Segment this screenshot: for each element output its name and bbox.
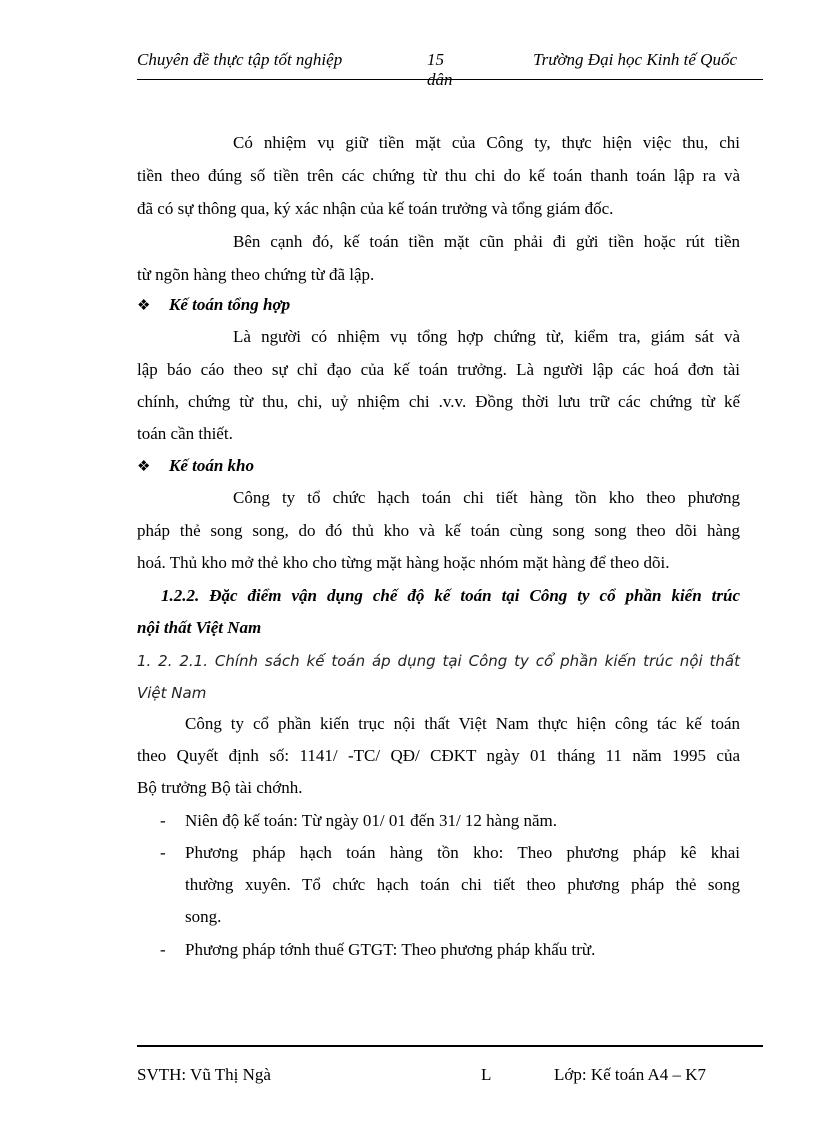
paragraph-line: Là người có nhiệm vụ tổng hợp chứng từ, kiểm tra, giám sát và [233, 327, 740, 346]
paragraph-line: Bên cạnh đó, kế toán tiền mặt cũn phải đi gửi tiền hoặc rút tiền [233, 232, 740, 251]
paragraph-line: Công ty cổ phần kiến trục nội thất Việt Nam thực hiện công tác kế toán [185, 714, 740, 733]
subheading-text: Kế toán tổng hợp [169, 295, 291, 314]
subheading-tong-hop [137, 294, 290, 317]
page-number [427, 50, 453, 90]
paragraph-line: hoá. Thủ kho mở thẻ kho cho từng mặt hàng hoặc nhóm mặt hàng để theo dõi. [137, 553, 670, 572]
list-dash: - [160, 843, 166, 862]
footer-class: Lớp: Kế toán A4 – K7 [554, 1065, 707, 1084]
paragraph-line: tiền theo đúng số tiền trên các chứng từ thu chi do kế toán thanh toán lập ra và [137, 166, 740, 185]
list-item-cont: song. [185, 907, 222, 926]
paragraph-line: toán cần thiết. [137, 424, 233, 443]
list-item: Niên độ kế toán: Từ ngày 01/ 01 đến 31/ 12 hàng năm. [185, 811, 557, 830]
page-number-value: 15 [427, 50, 444, 69]
subheading-text: Kế toán kho [169, 456, 255, 475]
list-dash: - [160, 940, 166, 959]
list-item: Phương pháp tớnh thuế GTGT: Theo phương pháp khấu trừ. [185, 940, 596, 959]
paragraph-line: lập báo cáo theo sự chỉ đạo của kế toán trưởng. Là người lập các hoá đơn tài [137, 360, 740, 379]
header-right-continuation: dân [427, 70, 453, 89]
section-heading-1-2-2-1-cont: Việt Nam [137, 684, 207, 702]
list-item: Phương pháp hạch toán hàng tồn kho: Theo phương pháp kê khai [185, 843, 740, 862]
subheading-kho [137, 455, 254, 478]
paragraph-line: Có nhiệm vụ giữ tiền mặt của Công ty, thực hiện việc thu, chi [233, 133, 740, 152]
diamond-bullet-icon: ❖ [137, 459, 151, 475]
footer-student: SVTH: Vũ Thị Ngà [137, 1065, 271, 1084]
section-heading-1-2-2-1: 1. 2. 2.1. Chính sách kế toán áp dụng tại Công ty cổ phần kiến trúc nội thất [137, 652, 740, 670]
section-heading-1-2-2-cont: nội thất Việt Nam [137, 618, 262, 637]
paragraph-line: Công ty tổ chức hạch toán chi tiết hàng tồn kho theo phương [233, 488, 740, 507]
paragraph-line: từ ngõn hàng theo chứng từ đã lập. [137, 265, 375, 284]
paragraph-line: chính, chứng từ thu, chi, uỷ nhiệm chi .v.v. Đồng thời lưu trữ các chứng từ kế [137, 392, 740, 411]
paragraph-line: pháp thẻ song song, do đó thủ kho và kế toán cùng song song theo dõi hàng [137, 521, 740, 540]
diamond-bullet-icon: ❖ [137, 298, 151, 314]
header-rule [137, 79, 763, 80]
paragraph-line: đã có sự thông qua, ký xác nhận của kế toán trưởng và tổng giám đốc. [137, 199, 614, 218]
header-right-title: Trường Đại học Kinh tế Quốc [533, 50, 737, 69]
footer-middle: L [481, 1065, 492, 1084]
header-left-title: Chuyên đề thực tập tốt nghiệp [137, 50, 343, 69]
list-dash: - [160, 811, 166, 830]
section-heading-1-2-2: 1.2.2. Đặc điểm vận dụng chế độ kế toán tại Công ty cổ phần kiến trúc [161, 586, 740, 605]
list-item-cont: thường xuyên. Tổ chức hạch toán chi tiết theo phương pháp thẻ song [185, 875, 740, 894]
footer-rule [137, 1045, 763, 1047]
paragraph-line: Bộ trưởng Bộ tài chớnh. [137, 778, 303, 797]
page-header [137, 48, 763, 88]
paragraph-line: theo Quyết định số: 1141/ -TC/ QĐ/ CĐKT ngày 01 tháng 11 năm 1995 của [137, 746, 740, 765]
